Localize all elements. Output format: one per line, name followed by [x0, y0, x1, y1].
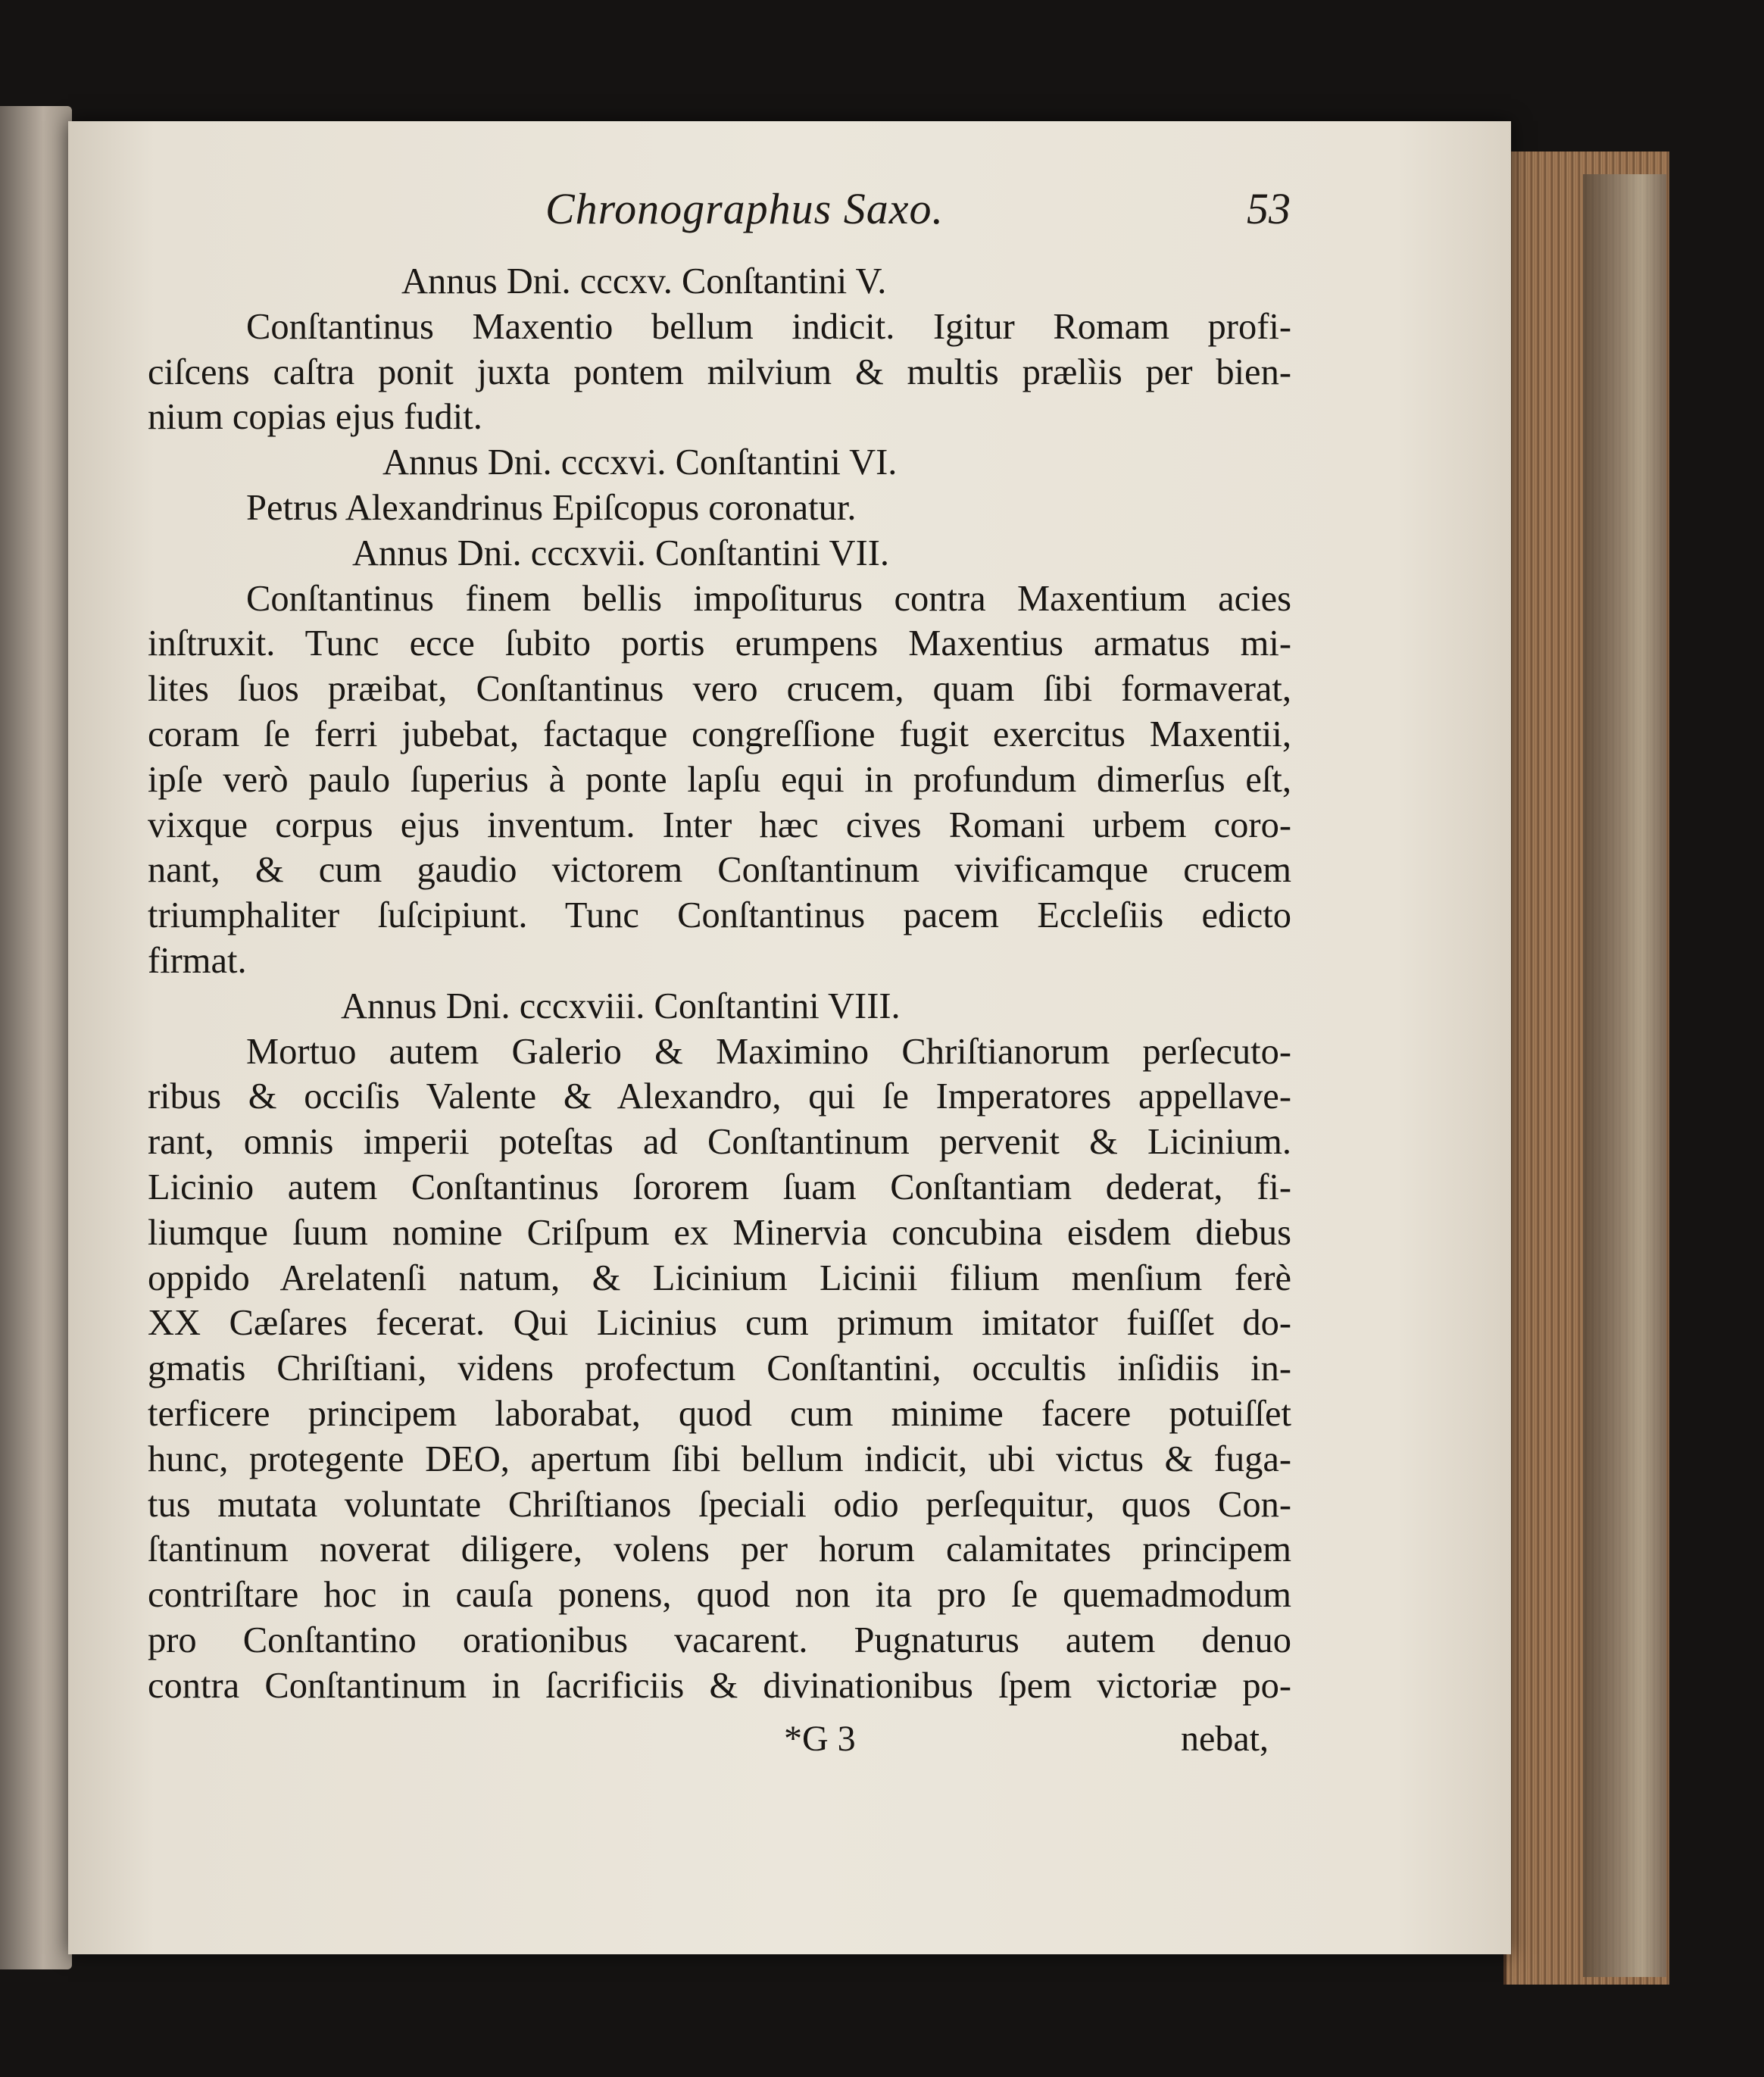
year-heading: Annus Dni. cccxvii. Conſtantini VII. [352, 533, 890, 573]
text-line: coram ſe ferri jubebat, factaque congreſſione fugit exercitus Maxentii, [148, 714, 1291, 754]
year-heading: Annus Dni. cccxv. Conſtantini V. [401, 261, 887, 301]
page-footer [148, 1718, 1269, 1763]
text-line: nant, & cum gaudio victorem Conſtantinum vivificamque crucem [148, 850, 1291, 891]
text-line: gmatis Chriſtiani, videns profectum Conſtantini, occultis inſidiis in- [148, 1348, 1291, 1389]
text-line: triumphaliter ſuſcipiunt. Tunc Conſtantinus pacem Eccleſiis edicto [148, 895, 1291, 936]
text-line: ipſe verò paulo ſuperius à ponte lapſu equi in profundum dimerſus eſt, [148, 759, 1291, 800]
year-heading: Annus Dni. cccxvi. Conſtantini VI. [382, 442, 898, 483]
text-line: tus mutata voluntate Chriſtianos ſpeciali odio perſequitur, quos Con- [148, 1484, 1291, 1525]
text-line: XX Cæſares fecerat. Qui Licinius cum primum imitator fuiſſet do- [148, 1303, 1291, 1344]
text-line: nium copias ejus fudit. [148, 397, 482, 438]
book-cover-edge [1583, 174, 1666, 1977]
text-line: contriſtare hoc in cauſa ponens, quod non ita pro ſe quemadmodum [148, 1575, 1291, 1616]
text-line: ciſcens caſtra ponit juxta pontem milvium & multis prælìis per bien- [148, 351, 1291, 392]
text-line: Conſtantinus Maxentio bellum indicit. Igitur Romam profi- [246, 306, 1291, 347]
text-line: rant, omnis imperii poteſtas ad Conſtantinum pervenit & Licinium. [148, 1122, 1291, 1163]
running-title: Chronographus Saxo. [545, 184, 944, 233]
text-line: Licinio autem Conſtantinus ſororem ſuam Conſtantiam dederat, fi- [148, 1167, 1291, 1207]
text-line: vixque corpus ejus inventum. Inter hæc cives Romani urbem coro- [148, 804, 1291, 845]
text-line: lites ſuos præibat, Conſtantinus vero crucem, quam ſibi formaverat, [148, 669, 1291, 710]
text-line: ribus & occiſis Valente & Alexandro, qui ſe Imperatores appellave- [148, 1076, 1291, 1117]
year-heading: Annus Dni. cccxviii. Conſtantini VIII. [341, 985, 901, 1026]
page-header [545, 183, 1303, 244]
text-line: inſtruxit. Tunc ecce ſubito portis erumpens Maxentius armatus mi- [148, 623, 1291, 664]
text-line: pro Conſtantino orationibus vacarent. Pugnaturus autem denuo [148, 1619, 1291, 1660]
text-line: hunc, protegente DEO, apertum ſibi bellum indicit, ubi victus & fuga- [148, 1438, 1291, 1479]
text-line: terficere principem laborabat, quod cum minime facere potuiſſet [148, 1393, 1291, 1434]
left-page-edge [0, 106, 72, 1969]
text-line: Petrus Alexandrinus Epiſcopus coronatur. [246, 487, 857, 528]
page-number: 53 [1247, 184, 1291, 233]
text-line: firmat. [148, 940, 247, 981]
text-line: contra Conſtantinum in ſacrificiis & divinationibus ſpem victoriæ po- [148, 1665, 1291, 1706]
text-line: Mortuo autem Galerio & Maximino Chriſtianorum perſecuto- [246, 1031, 1291, 1072]
page-body [148, 259, 1291, 1709]
text-line: Conſtantinus finem bellis impoſiturus contra Maxentium acies [246, 578, 1291, 619]
text-line: ſtantinum noverat diligere, volens per horum calamitates principem [148, 1529, 1291, 1570]
text-line: oppido Arelatenſi natum, & Licinium Licinii filium menſium ferè [148, 1257, 1291, 1298]
catchword: nebat, [1181, 1719, 1269, 1759]
signature-mark: *G 3 [784, 1719, 856, 1759]
text-line: liumque ſuum nomine Criſpum ex Minervia concubina eisdem diebus [148, 1212, 1291, 1253]
